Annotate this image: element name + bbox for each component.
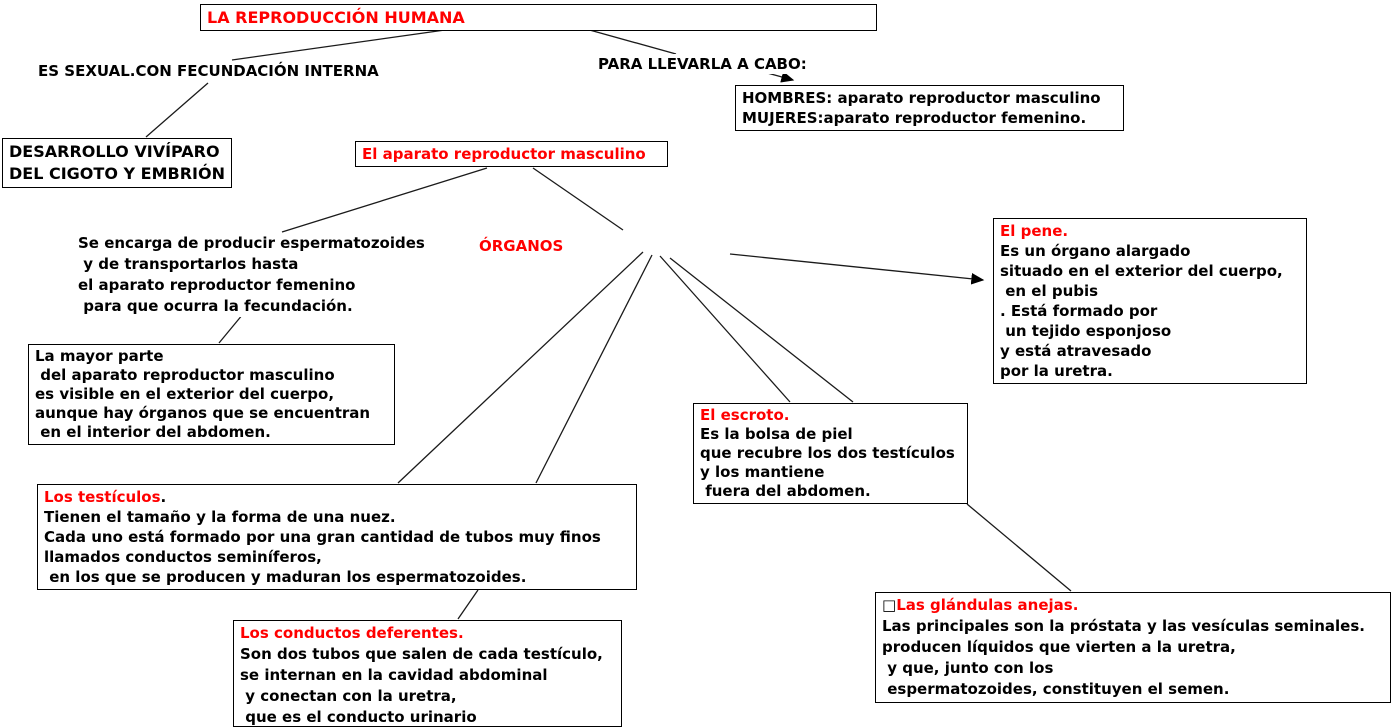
node-desarrollo-viviparo bbox=[2, 138, 232, 188]
connector-escroto-to-glandulas bbox=[967, 504, 1071, 591]
se-encarga-line-2: y de transportarlos hasta bbox=[78, 255, 299, 273]
pene-line-6: y está atravesado bbox=[1000, 342, 1152, 360]
node-los-testiculos bbox=[37, 484, 637, 590]
connector-title-to-para bbox=[586, 29, 676, 54]
pene-line-1: Es un órgano alargado bbox=[1000, 242, 1191, 260]
se-encarga-line-1: Se encarga de producir espermatozoides bbox=[78, 234, 425, 252]
node-aparato-reproductor-masculino bbox=[355, 141, 668, 167]
connector-testiculos-to-deferentes bbox=[458, 590, 478, 619]
mayor-parte-line-5: en el interior del abdomen. bbox=[35, 423, 271, 441]
mujeres-line: MUJERES:aparato reproductor femenino. bbox=[742, 109, 1087, 127]
node-la-mayor-parte bbox=[28, 344, 395, 445]
testiculos-line-1: Tienen el tamaño y la forma de una nuez. bbox=[44, 508, 396, 526]
node-glandulas-anejas bbox=[875, 592, 1391, 703]
node-conductos-deferentes bbox=[233, 620, 622, 727]
node-titulo-reproduccion-humana bbox=[200, 4, 877, 31]
glandulas-line-1: Las principales son la próstata y las vesículas seminales. bbox=[882, 617, 1365, 635]
testiculos-line-3: llamados conductos seminíferos, bbox=[44, 548, 322, 566]
connector-hub-to-escroto-2 bbox=[670, 258, 853, 402]
escroto-line-4: fuera del abdomen. bbox=[700, 482, 871, 500]
desarrollo-line-2: DEL CIGOTO Y EMBRIÓN bbox=[9, 164, 225, 183]
connector-hub-to-testiculos-1 bbox=[398, 252, 643, 483]
mayor-parte-line-3: es visible en el exterior del cuerpo, bbox=[35, 385, 335, 403]
node-es-sexual-label bbox=[38, 61, 379, 81]
aparato-masculino-text: El aparato reproductor masculino bbox=[362, 145, 646, 163]
node-para-llevarla-label bbox=[598, 54, 807, 74]
pene-line-4: . Está formado por bbox=[1000, 302, 1158, 320]
mayor-parte-line-1: La mayor parte bbox=[35, 347, 164, 365]
glandulas-title: Las glándulas anejas. bbox=[896, 596, 1079, 614]
testiculos-title: Los testículos bbox=[44, 488, 161, 506]
connector-title-to-sexual bbox=[232, 29, 452, 60]
deferentes-line-2: se internan en la cavidad abdominal bbox=[240, 666, 548, 684]
glandulas-bullet-square: □ bbox=[882, 596, 897, 614]
pene-title: El pene. bbox=[1000, 222, 1069, 240]
pene-line-7: por la uretra. bbox=[1000, 362, 1113, 380]
connector-masculino-to-descripcion bbox=[282, 168, 487, 232]
connector-hub-to-escroto-1 bbox=[660, 256, 790, 402]
node-se-encarga-descripcion bbox=[78, 233, 425, 317]
escroto-title: El escroto. bbox=[700, 406, 790, 424]
escroto-line-1: Es la bolsa de piel bbox=[700, 425, 853, 443]
titulo-text: LA REPRODUCCIÓN HUMANA bbox=[207, 8, 465, 27]
glandulas-line-4: espermatozoides, constituyen el semen. bbox=[882, 680, 1230, 698]
node-el-pene bbox=[993, 218, 1307, 384]
connector-masculino-to-hub bbox=[533, 168, 623, 230]
deferentes-line-4: que es el conducto urinario bbox=[240, 708, 477, 726]
connector-hub-to-pene-arrow bbox=[730, 254, 983, 280]
testiculos-title-period: . bbox=[160, 488, 167, 506]
organos-text: ÓRGANOS bbox=[479, 237, 564, 255]
pene-line-3: en el pubis bbox=[1000, 282, 1099, 300]
es-sexual-text: ES SEXUAL.CON FECUNDACIÓN INTERNA bbox=[38, 62, 379, 80]
se-encarga-line-4: para que ocurra la fecundación. bbox=[78, 297, 353, 315]
escroto-line-2: que recubre los dos testículos bbox=[700, 444, 955, 462]
mayor-parte-line-4: aunque hay órganos que se encuentran bbox=[35, 404, 371, 422]
node-el-escroto bbox=[693, 403, 968, 504]
connector-sexual-to-desarrollo bbox=[146, 83, 208, 137]
testiculos-line-4: en los que se producen y maduran los espermatozoides. bbox=[44, 568, 527, 586]
hombres-line: HOMBRES: aparato reproductor masculino bbox=[742, 89, 1101, 107]
connector-descripcion-to-mayorparte bbox=[219, 314, 243, 343]
glandulas-line-3: y que, junto con los bbox=[882, 659, 1054, 677]
pene-line-5: un tejido esponjoso bbox=[1000, 322, 1172, 340]
para-llevarla-text: PARA LLEVARLA A CABO: bbox=[598, 55, 807, 73]
desarrollo-line-1: DESARROLLO VIVÍPARO bbox=[9, 142, 220, 161]
deferentes-line-1: Son dos tubos que salen de cada testículo, bbox=[240, 645, 603, 663]
mayor-parte-line-2: del aparato reproductor masculino bbox=[35, 366, 335, 384]
node-organos-label bbox=[479, 236, 563, 256]
glandulas-line-2: producen líquidos que vierten a la uretra, bbox=[882, 638, 1236, 656]
escroto-line-3: y los mantiene bbox=[700, 463, 825, 481]
node-hombres-mujeres bbox=[735, 85, 1124, 131]
deferentes-line-3: y conectan con la uretra, bbox=[240, 687, 457, 705]
connector-hub-to-testiculos-2 bbox=[536, 255, 652, 483]
deferentes-title: Los conductos deferentes. bbox=[240, 624, 464, 642]
pene-line-2: situado en el exterior del cuerpo, bbox=[1000, 262, 1283, 280]
se-encarga-line-3: el aparato reproductor femenino bbox=[78, 276, 356, 294]
testiculos-line-2: Cada uno está formado por una gran cantidad de tubos muy finos bbox=[44, 528, 601, 546]
